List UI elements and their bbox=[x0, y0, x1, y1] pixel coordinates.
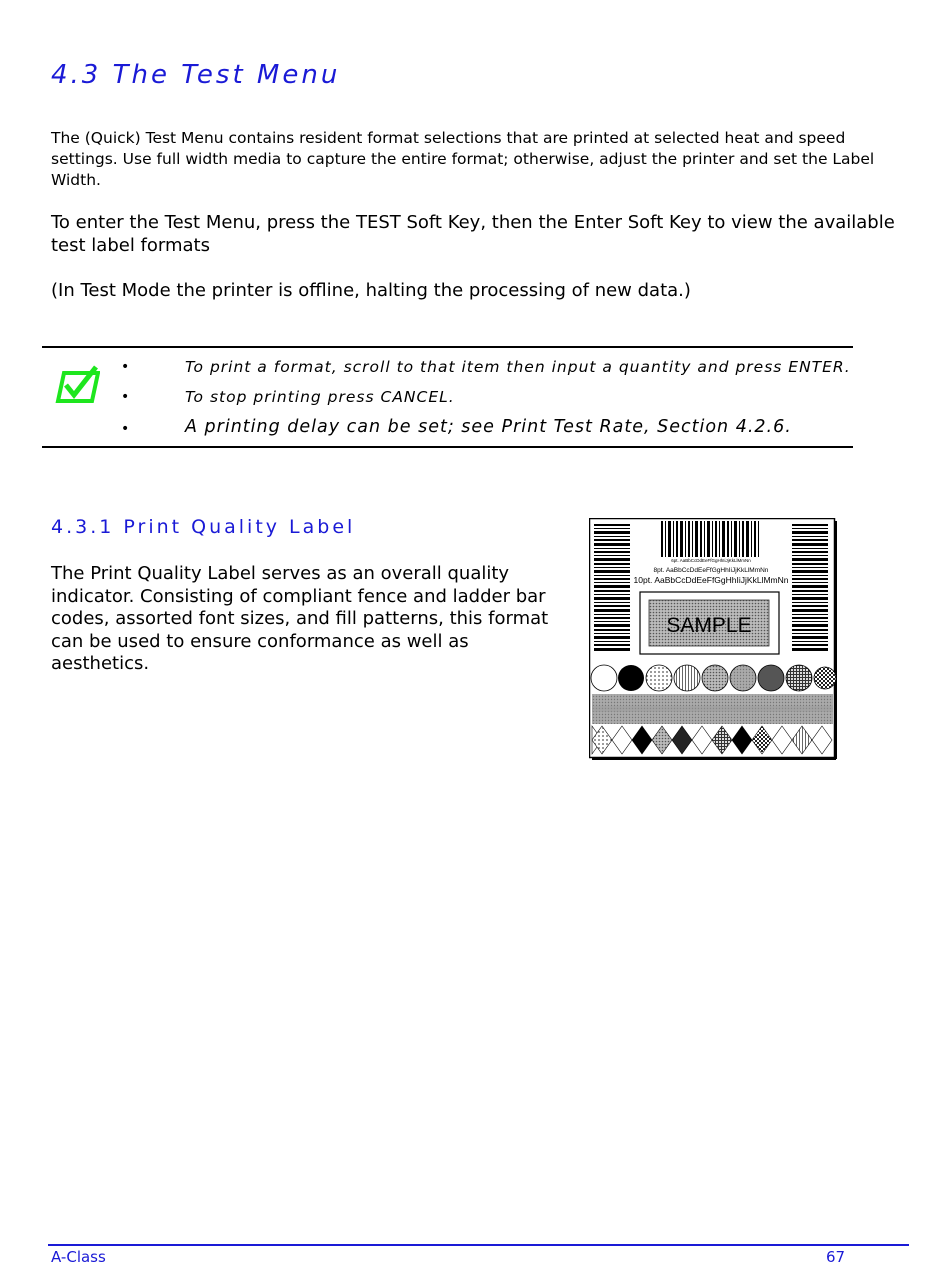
footer-rule bbox=[48, 1244, 909, 1246]
note-top-rule bbox=[42, 346, 853, 348]
bullet-marker: • bbox=[121, 389, 130, 405]
print-quality-paragraph: The Print Quality Label serves as an overall quality indicator. Consisting of compliant fence and ladder bar codes, assorted font sizes, and fill patterns, this format can be used to ensure conformance as well as aesthetics. bbox=[51, 563, 549, 675]
note-bottom-rule bbox=[42, 446, 853, 448]
offline-note-paragraph: (In Test Mode the printer is offline, halting the processing of new data.) bbox=[51, 280, 691, 301]
footer-product-name: A-Class bbox=[51, 1248, 106, 1266]
sample-6pt-text: 6pt. AaBbCcDdEeFfGgHhIiJjKkLlMmNn bbox=[671, 558, 751, 563]
print-quality-label-image bbox=[589, 518, 837, 760]
bullet-marker: • bbox=[121, 359, 130, 375]
intro-paragraph: The (Quick) Test Menu contains resident format selections that are printed at selected heat and speed settings. Use full width media to capture the entire format; otherwise, adjust the printer and set the Label Width. bbox=[51, 129, 875, 189]
sample-10pt-text: 10pt. AaBbCcDdEeFfGgHhIiJjKkLlMmNn bbox=[633, 575, 789, 585]
subsection-heading: 4.3.1 Print Quality Label bbox=[51, 516, 356, 538]
sample-8pt-text: 8pt. AaBbCcDdEeFfGgHhIiJjKkLlMmNn bbox=[653, 567, 769, 574]
note-bullet-3: A printing delay can be set; see Print Test Rate, Section 4.2.6. bbox=[185, 417, 792, 437]
enter-instructions-paragraph: To enter the Test Menu, press the TEST Soft Key, then the Enter Soft Key to view the available test label formats bbox=[51, 212, 895, 256]
section-heading: 4.3 The Test Menu bbox=[51, 60, 341, 90]
note-bullet-2: To stop printing press CANCEL. bbox=[185, 388, 455, 406]
checkbox-note-icon bbox=[52, 365, 100, 405]
note-bullet-1: To print a format, scroll to that item then input a quantity and press ENTER. bbox=[185, 358, 851, 376]
footer-page-number: 67 bbox=[826, 1248, 846, 1266]
sample-text: SAMPLE bbox=[666, 614, 752, 637]
bullet-marker: • bbox=[121, 421, 130, 437]
